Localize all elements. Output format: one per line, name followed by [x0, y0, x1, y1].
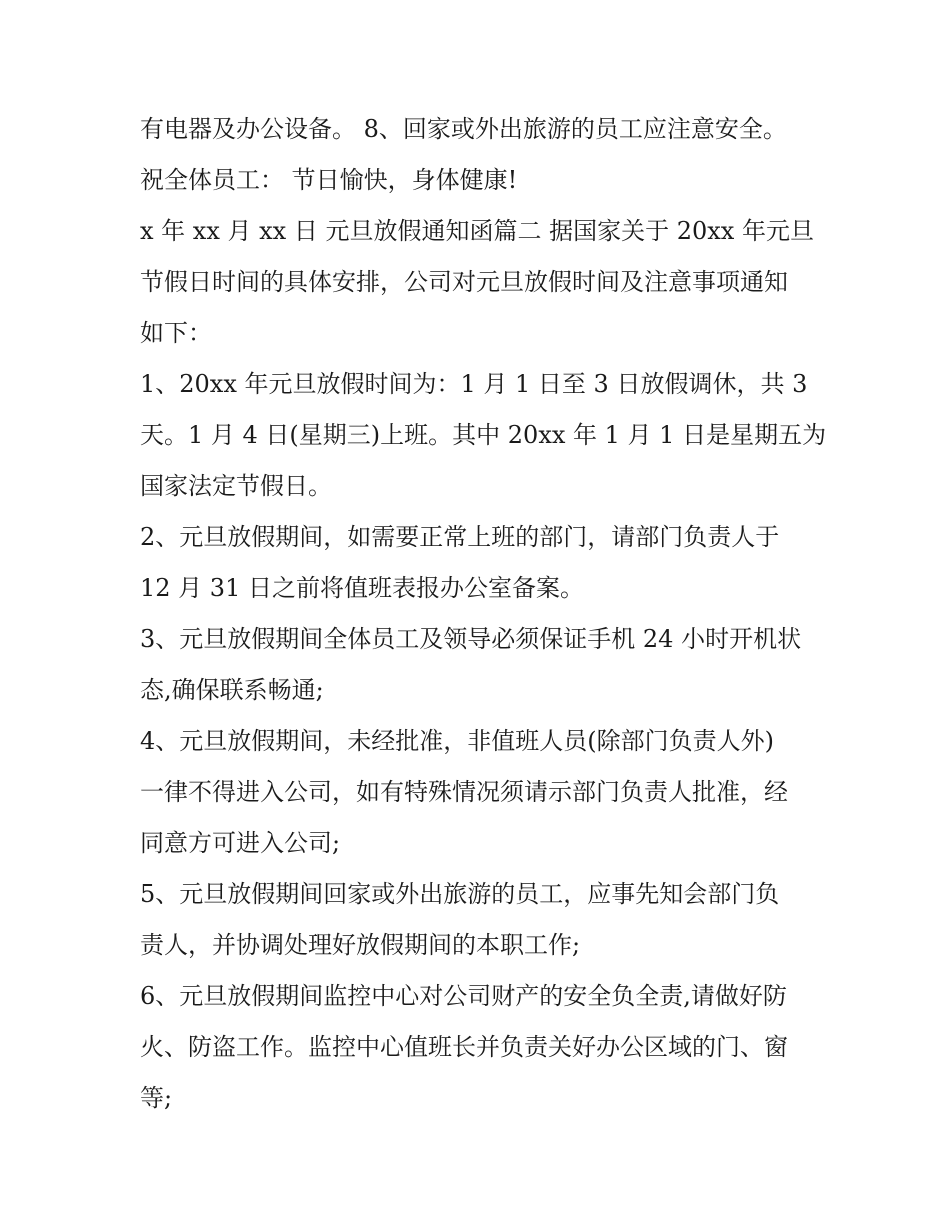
text-line: 如下： [140, 319, 212, 347]
text-line: 祝全体员工： 节日愉快，身体健康! [140, 166, 518, 194]
text-line: 火、防盗工作。监控中心值班长并负责关好办公区域的门、窗 [140, 1033, 788, 1061]
text-line: 2、元旦放假期间，如需要正常上班的部门，请部门负责人于 [140, 523, 780, 551]
text-line: 1、20xx 年元旦放假时间为：1 月 1 日至 3 日放假调休，共 3 [140, 370, 808, 398]
text-line: 12 月 31 日之前将值班表报办公室备案。 [140, 574, 584, 602]
text-line: 6、元旦放假期间监控中心对公司财产的安全负全责,请做好防 [140, 982, 787, 1010]
text-line: 节假日时间的具体安排，公司对元旦放假时间及注意事项通知 [140, 268, 788, 296]
text-line: 5、元旦放假期间回家或外出旅游的员工，应事先知会部门负 [140, 880, 780, 908]
text-line: 一律不得进入公司，如有特殊情况须请示部门负责人批准，经 [140, 778, 788, 806]
text-line: 责人，并协调处理好放假期间的本职工作; [140, 931, 581, 959]
text-line: x 年 xx 月 xx 日 元旦放假通知函篇二 据国家关于 20xx 年元旦 [140, 217, 814, 245]
document-body [140, 104, 830, 1124]
text-line: 同意方可进入公司; [140, 829, 341, 857]
text-line: 天。1 月 4 日(星期三)上班。其中 20xx 年 1 月 1 日是星期五为 [140, 421, 827, 449]
text-line: 有电器及办公设备。 8、回家或外出旅游的员工应注意安全。 [140, 115, 787, 143]
text-line: 3、元旦放假期间全体员工及领导必须保证手机 24 小时开机状 [140, 625, 802, 653]
text-line: 4、元旦放假期间，未经批准，非值班人员(除部门负责人外) [140, 727, 774, 755]
text-line: 国家法定节假日。 [140, 472, 332, 500]
text-line: 等; [140, 1084, 173, 1112]
text-line: 态,确保联系畅通; [140, 676, 324, 704]
